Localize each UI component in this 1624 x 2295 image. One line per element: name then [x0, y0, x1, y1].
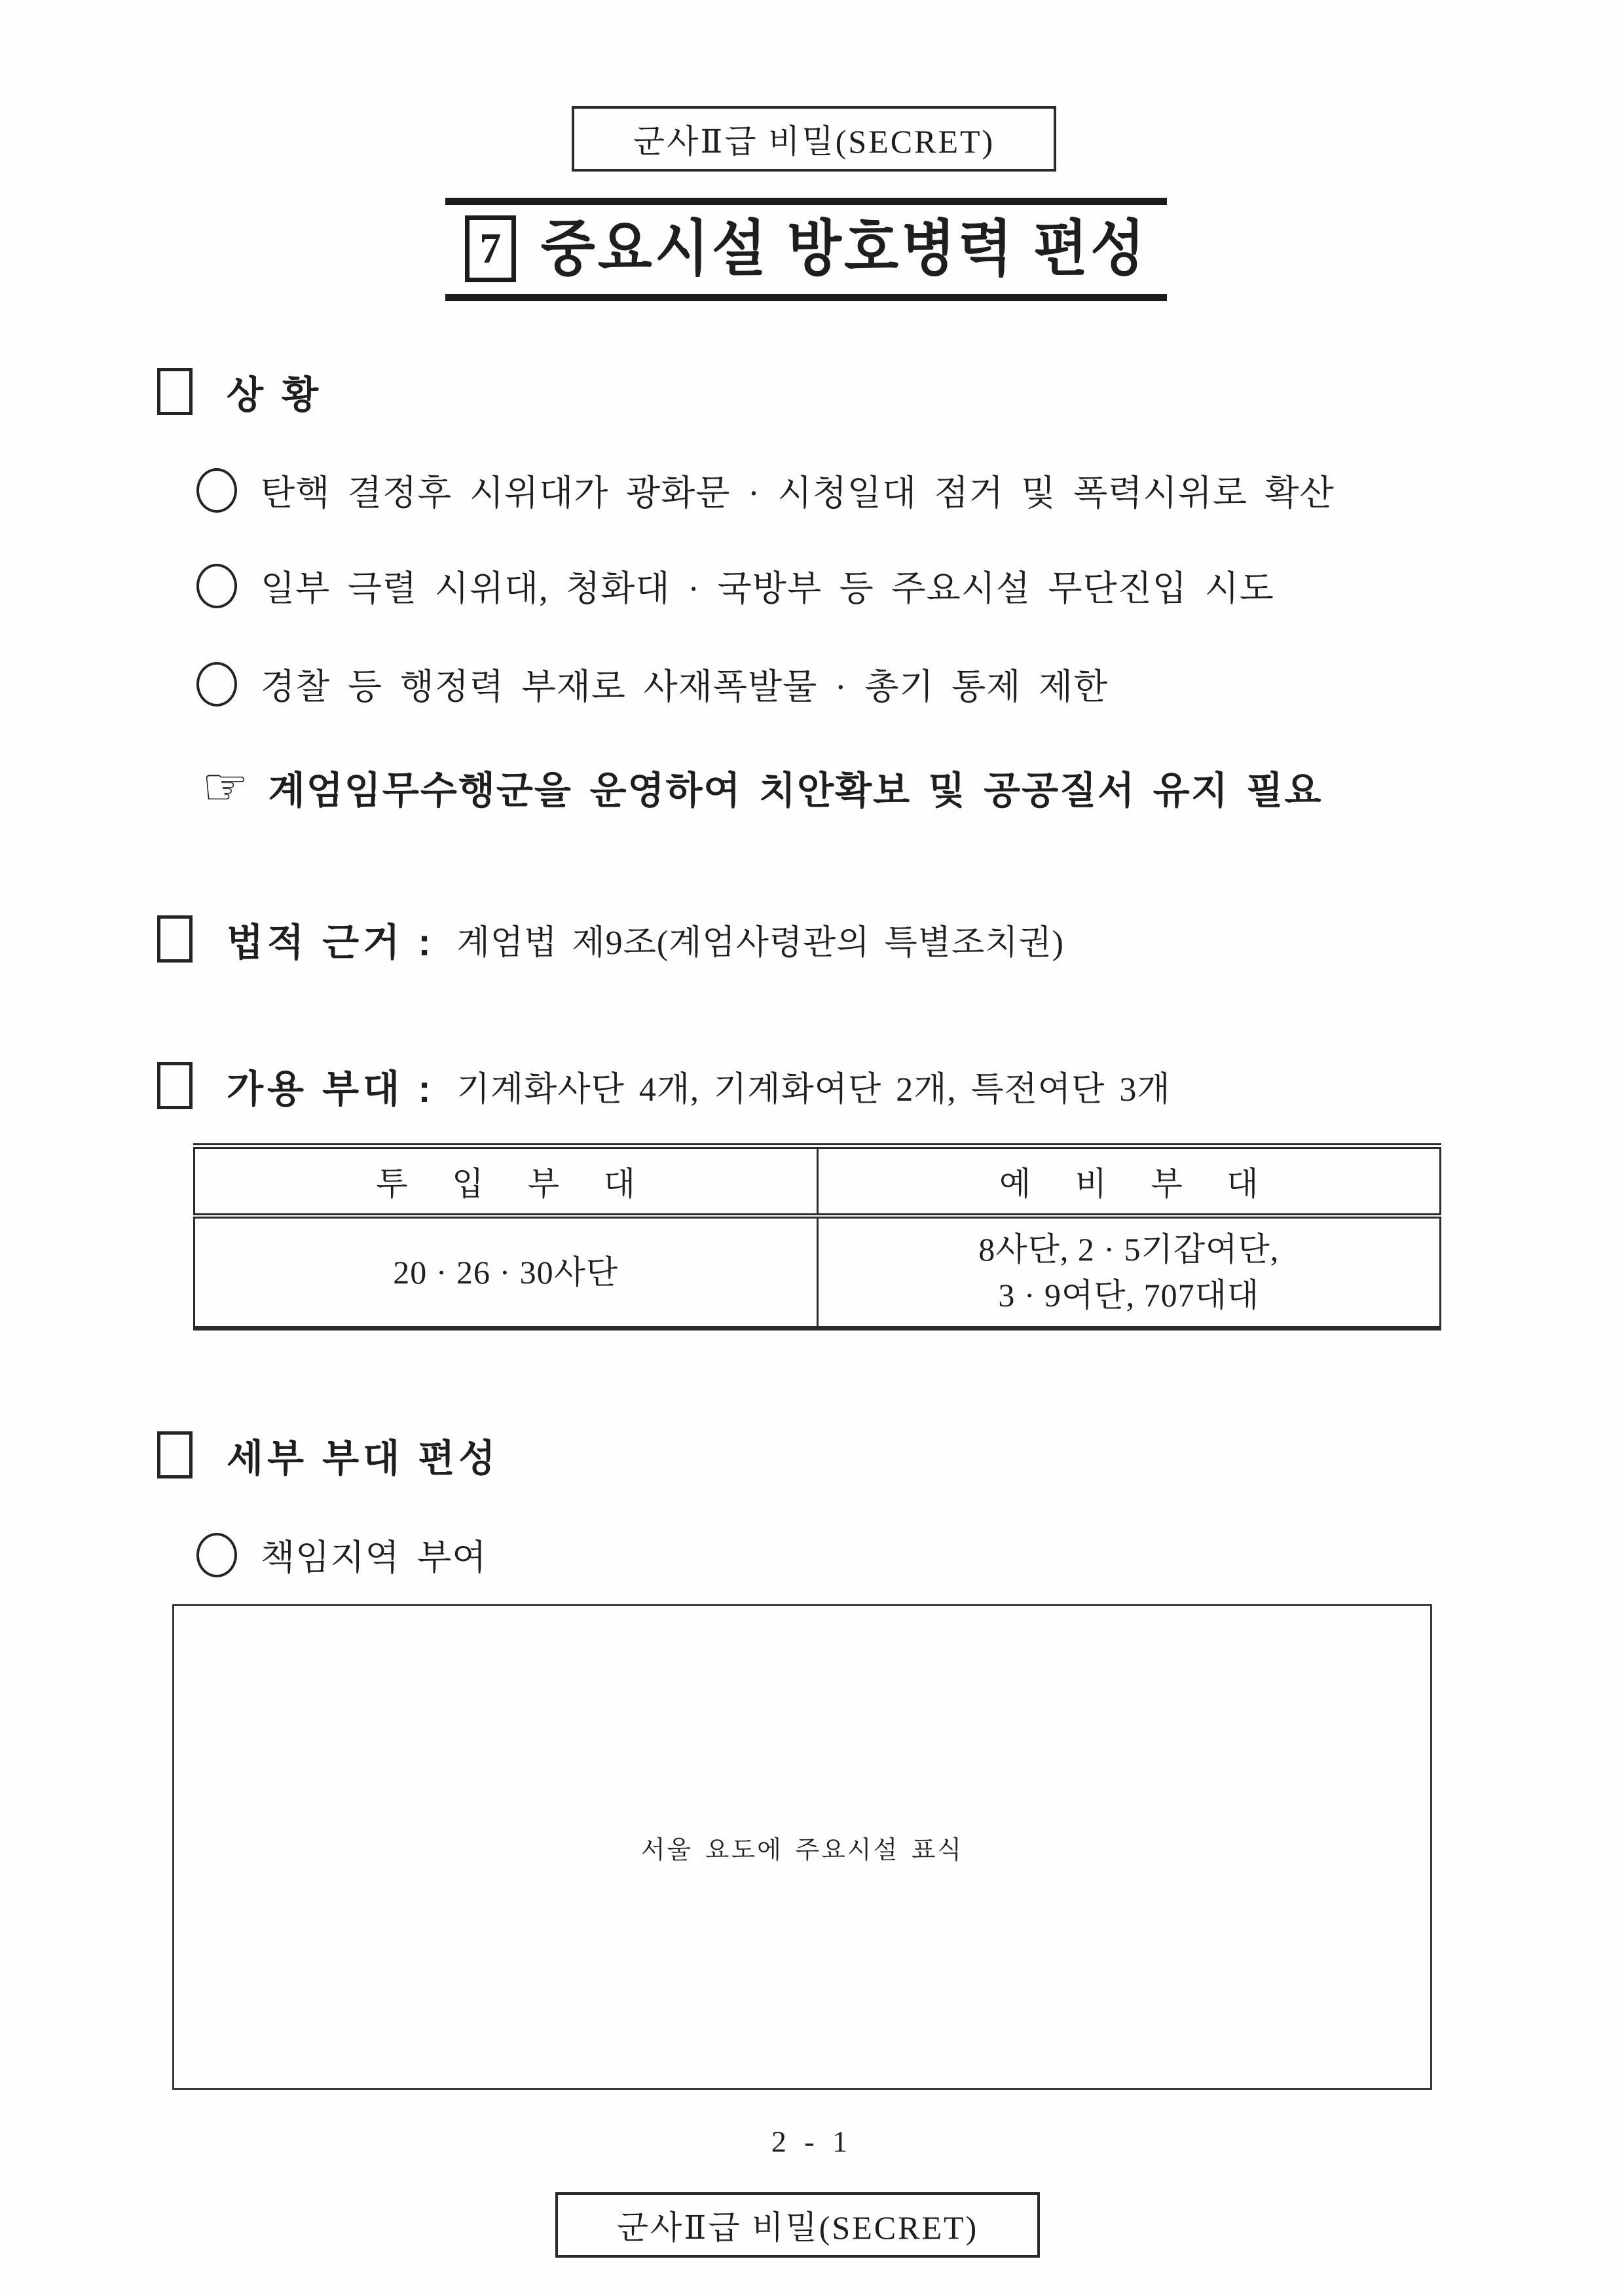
reserve-units-line-1: 8사단, 2 · 5기갑여단, — [978, 1231, 1280, 1268]
circle-bullet-icon — [196, 662, 237, 707]
detail-heading-label: 세부 부대 편성 — [227, 1437, 500, 1480]
units-table-header-deployed: 투 입 부 대 — [194, 1147, 818, 1217]
units-table-cell-reserve — [817, 1216, 1441, 1329]
situation-bullet-2 — [196, 560, 1274, 611]
section-detail-heading — [157, 1427, 499, 1482]
title-banner — [445, 198, 1167, 301]
checkbox-icon — [157, 368, 193, 415]
units-table — [193, 1143, 1441, 1331]
situation-bullet-3 — [196, 659, 1108, 709]
detail-bullet-text: 책임지역 부여 — [261, 1538, 487, 1577]
deployed-units-value: 20 · 26 · 30사단 — [393, 1254, 619, 1291]
checkbox-icon — [157, 915, 193, 963]
units-table-data-row — [194, 1216, 1441, 1329]
pointing-hand-icon: ☞ — [202, 756, 249, 817]
units-table-cell-deployed — [194, 1216, 818, 1329]
reserve-units-line-2: 3 · 9여단, 707대대 — [998, 1277, 1260, 1313]
available-units-text: 기계화사단 4개, 기계화여단 2개, 특전여단 3개 — [456, 1071, 1171, 1109]
map-placeholder-text: 서울 요도에 주요시설 표식 — [640, 1836, 964, 1864]
legal-basis-text: 계엄법 제9조(계엄사령관의 특별조치권) — [456, 924, 1065, 962]
classification-text-top: 군사Ⅱ급 비밀(SECRET) — [633, 123, 995, 160]
section-situation-heading — [157, 364, 322, 419]
map-placeholder-box — [172, 1604, 1432, 2090]
situation-note-text: 계엄임무수행군을 운영하여 치안확보 및 공공질서 유지 필요 — [268, 769, 1323, 812]
classification-banner-top — [572, 106, 1056, 172]
section-available-units — [157, 1058, 1171, 1113]
section-situation-label: 상 황 — [227, 374, 323, 416]
page-title: 중요시설 방호병력 편성 — [540, 215, 1148, 283]
situation-bullet-1 — [196, 465, 1335, 515]
circle-bullet-icon — [196, 1533, 237, 1577]
section-legal-basis — [157, 911, 1064, 966]
situation-bullet-1-text: 탄핵 결정후 시위대가 광화문 · 시청일대 점거 및 폭력시위로 확산 — [261, 473, 1335, 513]
classification-text-bottom: 군사Ⅱ급 비밀(SECRET) — [616, 2209, 979, 2246]
circle-bullet-icon — [196, 564, 237, 608]
circle-bullet-icon — [196, 468, 237, 513]
classification-banner-bottom — [555, 2192, 1040, 2258]
units-table-header-row — [194, 1147, 1441, 1217]
detail-bullet — [196, 1530, 487, 1580]
units-table-header-reserve: 예 비 부 대 — [817, 1147, 1441, 1217]
checkbox-icon — [157, 1062, 193, 1109]
situation-bullet-3-text: 경찰 등 행정력 부재로 사재폭발물 · 총기 통제 제한 — [261, 667, 1109, 707]
situation-note — [202, 756, 1323, 817]
page-number: 2 - 1 — [771, 2125, 853, 2158]
title-number: 7 — [479, 225, 502, 272]
legal-basis-label: 법적 근거 : — [227, 921, 435, 964]
checkbox-icon — [157, 1431, 193, 1478]
title-number-box — [465, 215, 516, 282]
situation-bullet-2-text: 일부 극렬 시위대, 청화대 · 국방부 등 주요시설 무단진입 시도 — [261, 569, 1274, 608]
available-units-label: 가용 부대 : — [227, 1068, 435, 1111]
